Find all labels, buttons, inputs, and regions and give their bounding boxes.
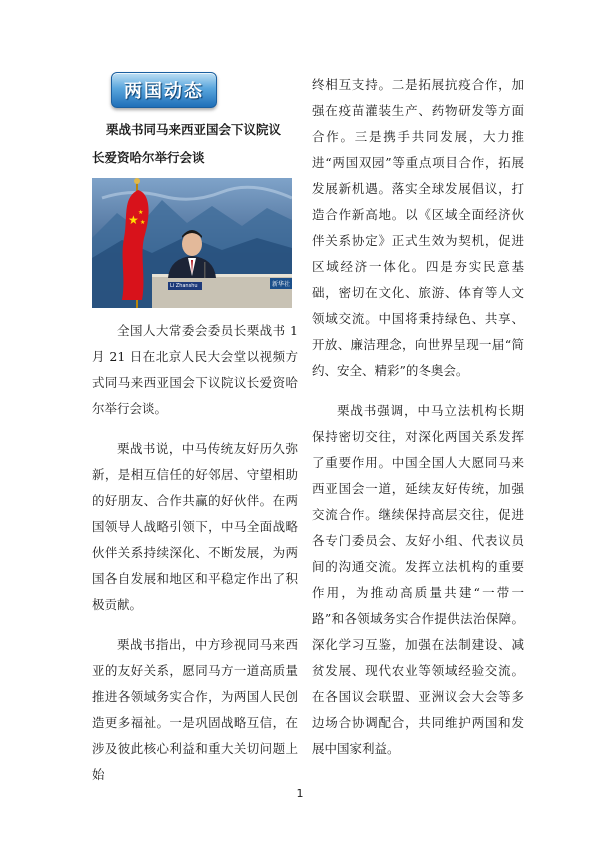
paragraph-4: 栗战书强调，中马立法机构长期保持密切交往，对深化两国关系发挥了重要作用。中国全国人大愿同马来西亚国会一道，延续友好传统，加强交流合作。继续保持高层交往，促进各专门委员会、友好小组、代表议员间的沟通交流。发挥立法机构的重要作用，为推动高质量共建“一带一路”和各领域务实合作提供法治保障。深化学习互鉴，加强在法制建设、减贫发展、现代农业等领域经验交流。在各国议会联盟、亚洲议会大会等多边场合协调配合，共同维护两国和发展中国家利益。	[312, 403, 524, 756]
page-number: 1	[296, 787, 304, 800]
paragraph-1: 全国人大常委会委员长栗战书 1 月 21 日在北京人民大会堂以视频方式同马来西亚国会下议院议长爱资哈尔举行会谈。	[92, 323, 298, 416]
paragraph-2: 栗战书说，中马传统友好历久弥新，是相互信任的好邻居、守望相助的好朋友、合作共赢的好伙伴。在两国领导人战略引领下，中马全面战略伙伴关系持续深化、不断发展，为两国各自发展和地区和平稳定作出了积极贡献。	[92, 441, 298, 612]
channel-logo: 新华社	[270, 278, 292, 289]
section-badge-label: 两国动态	[124, 81, 204, 102]
article-title	[92, 116, 298, 172]
paragraph-3-continued: 终相互支持。二是拓展抗疫合作，加强在疫苗灌装生产、药物研发等方面合作。三是携手共同发展，大力推进“两国双园”等重点项目合作，拓展发展新机遇。落实全球发展倡议，打造合作新高地。以《区域全面经济伙伴关系协定》正式生效为契机，促进区域经济一体化。四是夯实民意基础，密切在文化、旅游、体育等人文领域交流。中国将秉持绿色、共享、开放、廉洁理念，向世界呈现一届“简约、安全、精彩”的冬奥会。	[312, 77, 524, 378]
svg-text:★: ★	[128, 213, 139, 227]
section-badge	[111, 72, 217, 108]
svg-text:★: ★	[138, 209, 144, 216]
right-column	[312, 72, 524, 762]
nameplate: Li Zhanshu	[170, 283, 198, 289]
article-title-line-2: 长爱资哈尔举行会谈	[92, 150, 205, 165]
left-column	[92, 318, 298, 788]
paragraph-3: 栗战书指出，中方珍视同马来西亚的友好关系，愿同马方一道高质量推进各领域务实合作，为两国人民创造更多福祉。一是巩固战略互信，在涉及彼此核心利益和重大关切问题上始	[92, 637, 298, 782]
meeting-photo	[92, 178, 292, 308]
article-title-line-1: 栗战书同马来西亚国会下议院议	[106, 122, 282, 137]
svg-text:★: ★	[140, 219, 146, 226]
